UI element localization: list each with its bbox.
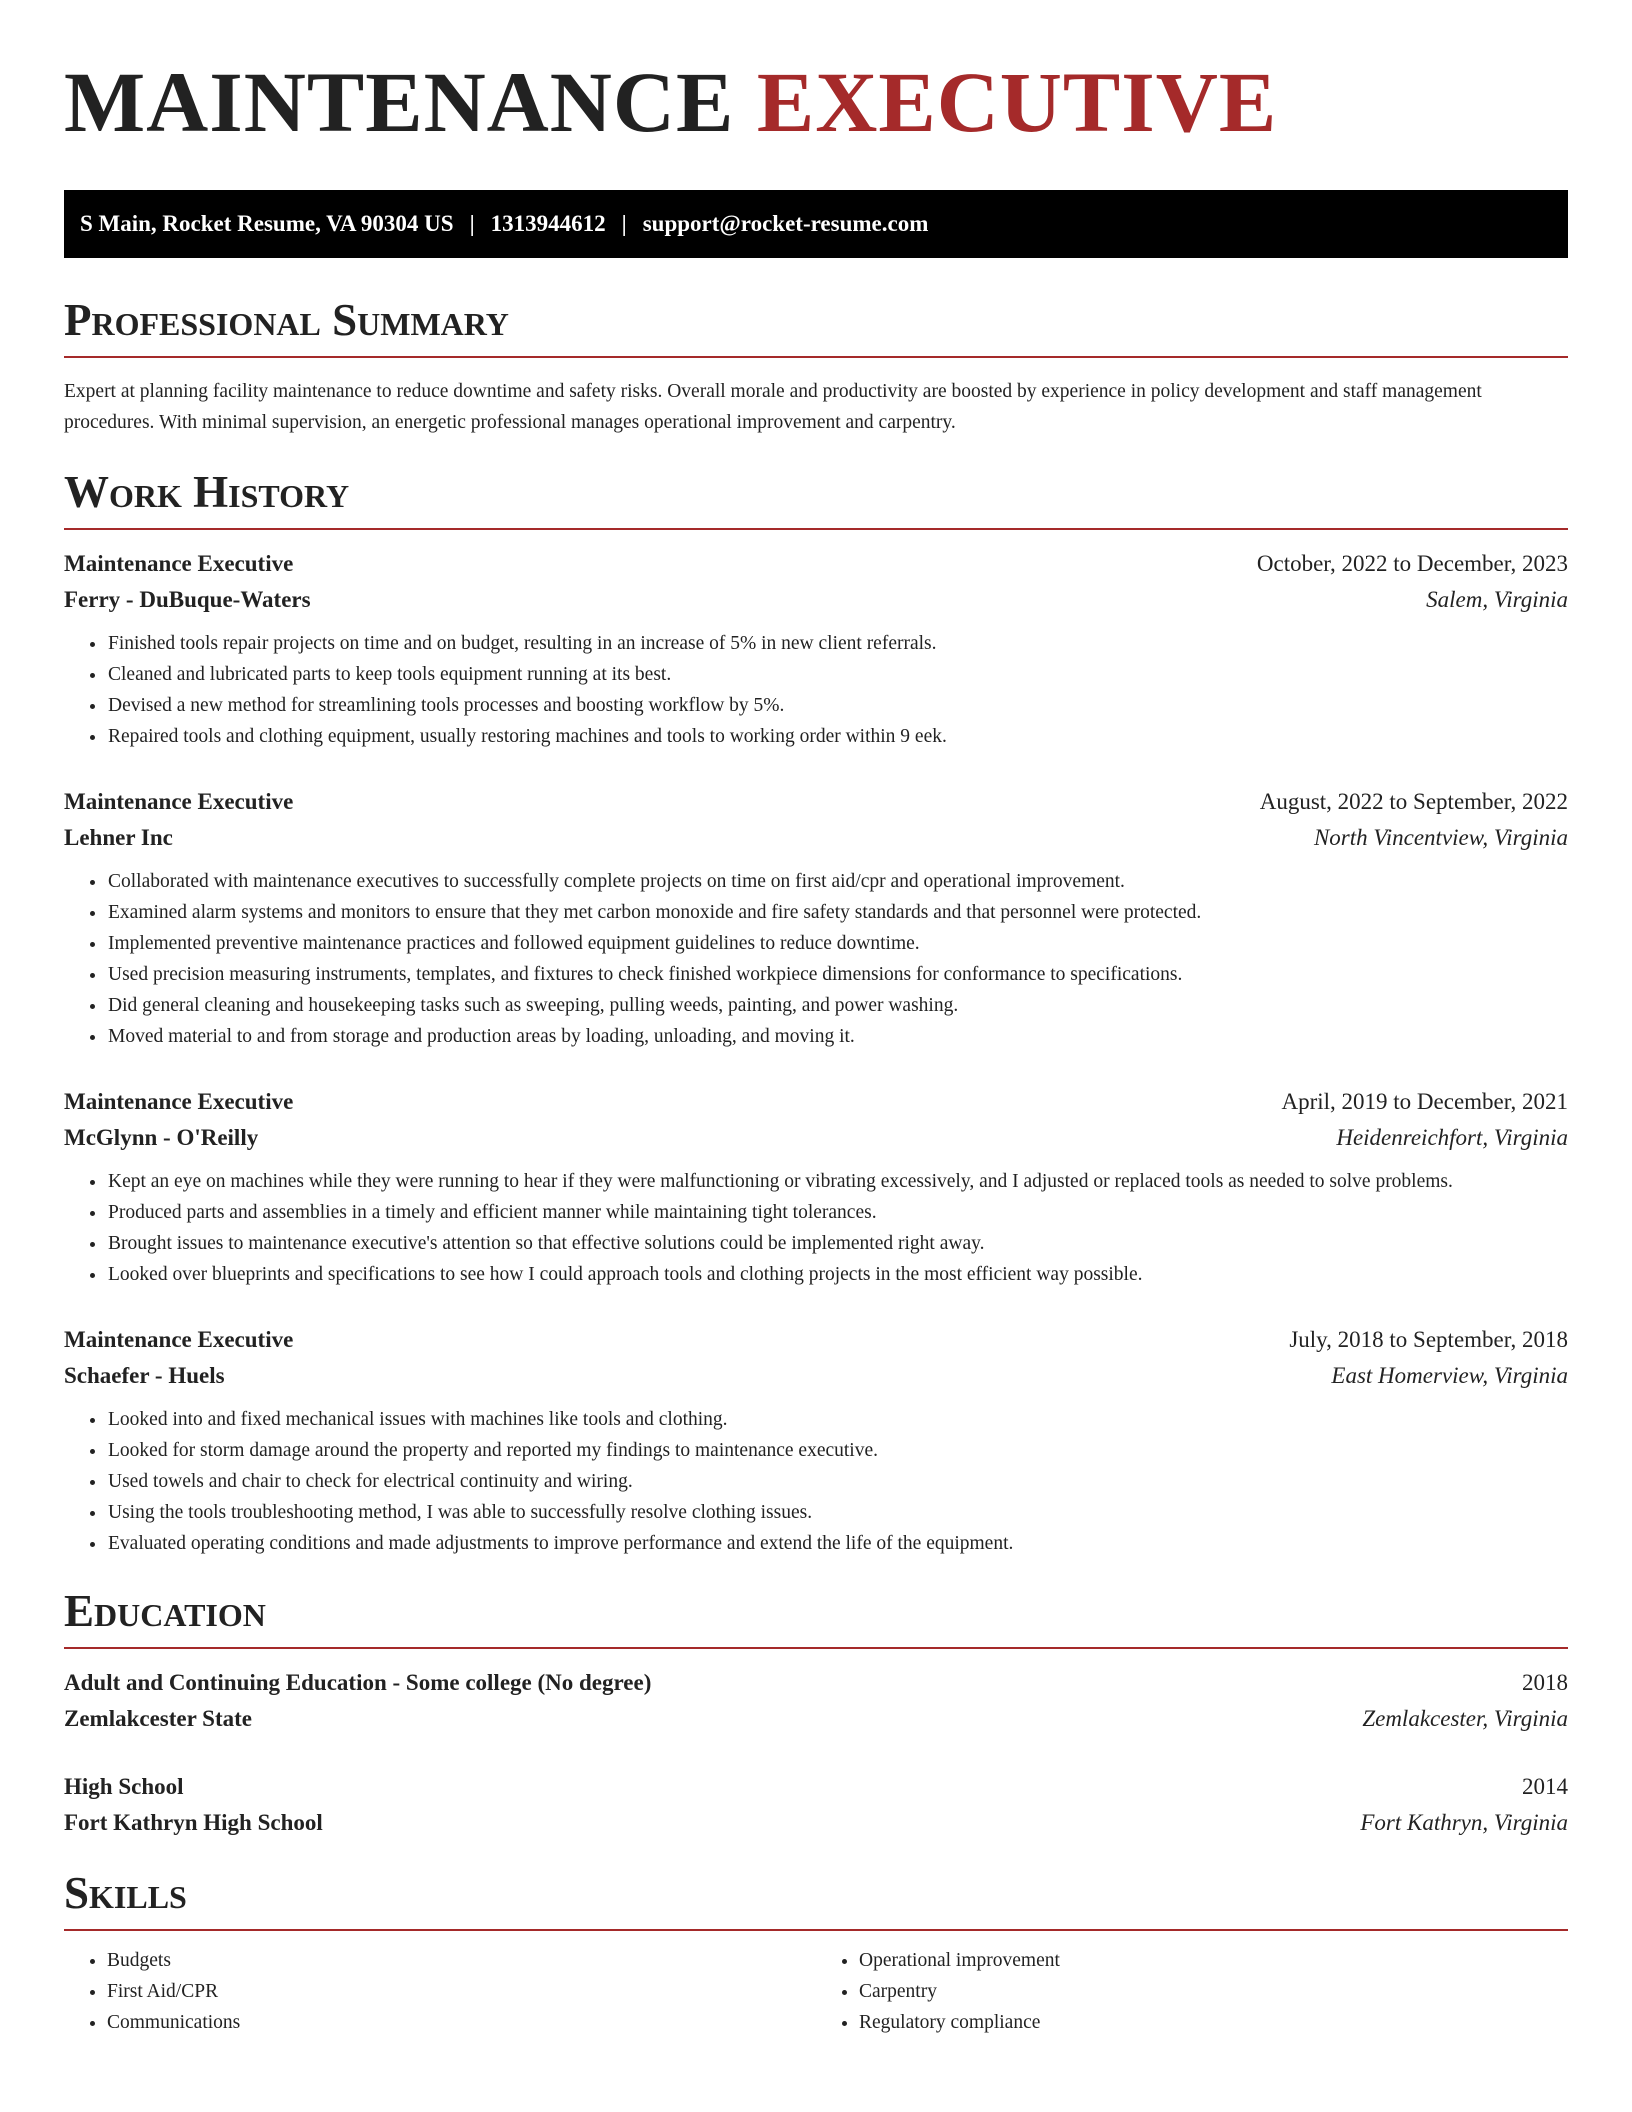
education-school: Fort Kathryn High School [64, 1810, 323, 1835]
contact-separator: | [469, 211, 475, 236]
skills-columns [64, 1945, 1568, 2038]
job-company: McGlynn - O'Reilly [64, 1125, 259, 1150]
name-accent-part: EXECUTIVE [756, 54, 1278, 150]
education-entry [64, 1665, 1568, 1737]
education-school: Zemlakcester State [64, 1706, 252, 1731]
job-company-row [64, 1120, 1568, 1156]
job-company: Lehner Inc [64, 825, 173, 850]
list-item: • Cleaned and lubricated parts to keep tools equipment running at its best. [107, 659, 1568, 690]
contact-phone: 1313944612 [490, 211, 606, 236]
job-header-row [64, 546, 1568, 582]
job-entry [64, 546, 1568, 752]
job-company-row [64, 582, 1568, 618]
skill-item: • Communications [107, 2007, 816, 2038]
section-title-education: Education [64, 1586, 266, 1636]
list-item: • Moved material to and from storage and production areas by loading, unloading, and moving it. [107, 1021, 1568, 1052]
education-year: 2018 [1522, 1670, 1568, 1695]
job-role: Maintenance Executive [64, 551, 294, 576]
list-item: • Examined alarm systems and monitors to ensure that they met carbon monoxide and fire safety standards and that personnel were protected. [107, 897, 1568, 928]
job-role: Maintenance Executive [64, 789, 294, 814]
job-location: North Vincentview, Virginia [1313, 825, 1568, 850]
work-history-section [64, 466, 1568, 1559]
job-header-row [64, 1322, 1568, 1358]
education-location: Zemlakcester, Virginia [1362, 1706, 1568, 1731]
job-role: Maintenance Executive [64, 1327, 294, 1352]
job-bullets [64, 1166, 1568, 1290]
job-company-row [64, 820, 1568, 856]
contact-bar [64, 190, 1568, 258]
list-item: • Did general cleaning and housekeeping tasks such as sweeping, pulling weeds, painting, and power washing. [107, 990, 1568, 1021]
section-title-work-history: Work History [64, 467, 350, 517]
section-divider [64, 1929, 1568, 1931]
education-header-row [64, 1769, 1568, 1805]
summary-text: Expert at planning facility maintenance to reduce downtime and safety risks. Overall morale and productivity are boosted by experience in policy development and staff management procedures. With minimal supervision, an energetic professional manages operational improvement and carpentry. [64, 381, 1482, 433]
section-divider [64, 356, 1568, 358]
section-divider [64, 528, 1568, 530]
education-degree: Adult and Continuing Education - Some college (No degree) [64, 1670, 652, 1695]
job-dates: October, 2022 to December, 2023 [1256, 551, 1568, 576]
list-item: • Brought issues to maintenance executive's attention so that effective solutions could be implemented right away. [107, 1228, 1568, 1259]
contact-email: support@rocket-resume.com [642, 211, 929, 236]
education-year: 2014 [1522, 1774, 1568, 1799]
job-header-row [64, 784, 1568, 820]
skills-section [64, 1867, 1568, 2038]
job-company-row [64, 1358, 1568, 1394]
job-location: East Homerview, Virginia [1331, 1363, 1568, 1388]
list-item: • Repaired tools and clothing equipment, usually restoring machines and tools to working order within 9 eek. [107, 721, 1568, 752]
job-bullets [64, 1404, 1568, 1559]
skills-list-left [64, 1945, 816, 2038]
job-bullets [64, 628, 1568, 752]
job-company: Schaefer - Huels [64, 1363, 225, 1388]
job-entry [64, 1322, 1568, 1559]
skill-item: • Carpentry [859, 1976, 1568, 2007]
job-dates: April, 2019 to December, 2021 [1281, 1089, 1568, 1114]
education-school-row [64, 1701, 1568, 1737]
skills-list-right [816, 1945, 1568, 2038]
job-location: Salem, Virginia [1426, 587, 1568, 612]
list-item: • Looked into and fixed mechanical issues with machines like tools and clothing. [107, 1404, 1568, 1435]
list-item: • Looked over blueprints and specifications to see how I could approach tools and clothing projects in the most efficient way possible. [107, 1259, 1568, 1290]
list-item: • Evaluated operating conditions and made adjustments to improve performance and extend the life of the equipment. [107, 1528, 1568, 1559]
skill-item: • Regulatory compliance [859, 2007, 1568, 2038]
job-role: Maintenance Executive [64, 1089, 294, 1114]
section-title-summary: Professional Summary [64, 295, 509, 345]
job-entry [64, 784, 1568, 1052]
skill-item: • Budgets [107, 1945, 816, 1976]
list-item: • Kept an eye on machines while they were running to hear if they were malfunctioning or vibrating excessively, and I adjusted or replaced tools as needed to solve problems. [107, 1166, 1568, 1197]
job-header-row [64, 1084, 1568, 1120]
education-school-row [64, 1805, 1568, 1841]
list-item: • Using the tools troubleshooting method, I was able to successfully resolve clothing issues. [107, 1497, 1568, 1528]
section-divider [64, 1647, 1568, 1649]
list-item: • Collaborated with maintenance executives to successfully complete projects on time on first aid/cpr and operational improvement. [107, 866, 1568, 897]
list-item: • Implemented preventive maintenance practices and followed equipment guidelines to reduce downtime. [107, 928, 1568, 959]
job-location: Heidenreichfort, Virginia [1336, 1125, 1568, 1150]
job-company: Ferry - DuBuque-Waters [64, 587, 311, 612]
job-entry [64, 1084, 1568, 1290]
contact-address: S Main, Rocket Resume, VA 90304 US [80, 211, 454, 236]
job-bullets [64, 866, 1568, 1052]
list-item: • Finished tools repair projects on time and on budget, resulting in an increase of 5% in new client referrals. [107, 628, 1568, 659]
name-first-part: MAINTENANCE [64, 54, 735, 150]
job-dates: August, 2022 to September, 2022 [1259, 789, 1568, 814]
education-entry [64, 1769, 1568, 1841]
list-item: • Used towels and chair to check for electrical continuity and wiring. [107, 1466, 1568, 1497]
summary-section [64, 294, 1568, 438]
resume-name [64, 52, 1568, 152]
education-header-row [64, 1665, 1568, 1701]
list-item: • Devised a new method for streamlining tools processes and boosting workflow by 5%. [107, 690, 1568, 721]
section-title-skills: Skills [64, 1868, 187, 1918]
skill-item: • Operational improvement [859, 1945, 1568, 1976]
education-degree: High School [64, 1774, 184, 1799]
education-location: Fort Kathryn, Virginia [1360, 1810, 1568, 1835]
job-dates: July, 2018 to September, 2018 [1289, 1327, 1568, 1352]
skill-item: • First Aid/CPR [107, 1976, 816, 2007]
list-item: • Produced parts and assemblies in a timely and efficient manner while maintaining tight tolerances. [107, 1197, 1568, 1228]
contact-separator: | [621, 211, 627, 236]
education-section [64, 1585, 1568, 1841]
list-item: • Looked for storm damage around the property and reported my findings to maintenance executive. [107, 1435, 1568, 1466]
list-item: • Used precision measuring instruments, templates, and fixtures to check finished workpiece dimensions for conformance to specifications. [107, 959, 1568, 990]
